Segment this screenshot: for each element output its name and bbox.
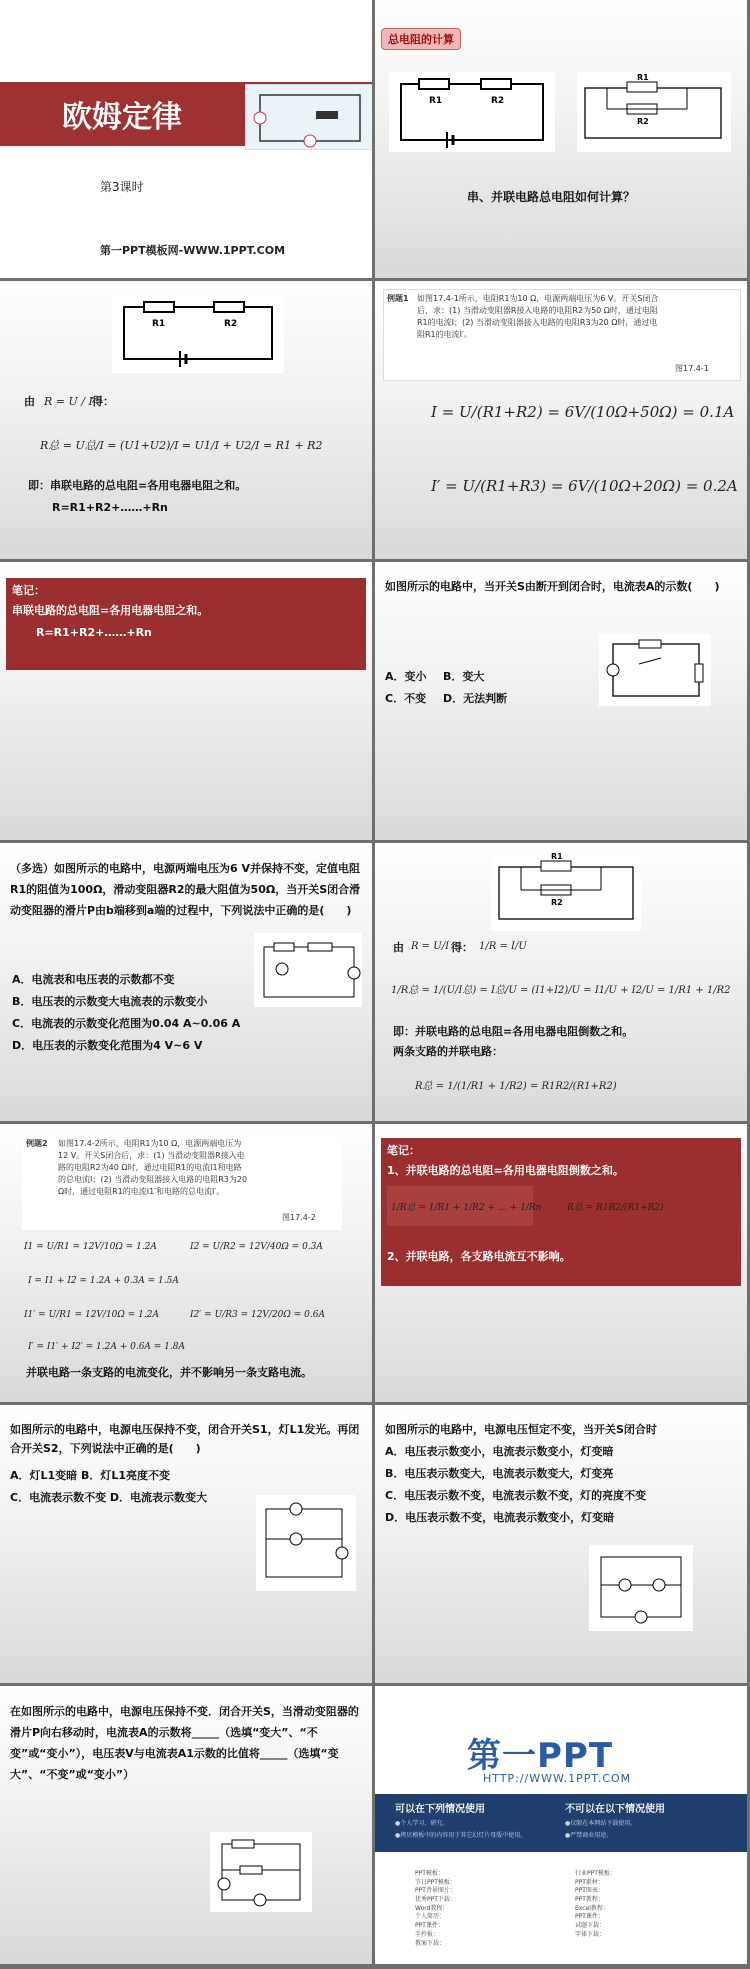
link-label[interactable]: PPT模板： <box>415 1870 444 1877</box>
question-text: 在如图所示的电路中，电源电压保持不变．闭合开关S，当滑动变阻器的滑片P向右移动时，电流表A的示数将_____（选填“变大”、“不变”或“变小”），电压表V与电流表A1示数的比值将_____（选填“变大”、“不变”或“变小”） <box>10 1705 359 1781</box>
question-text: 串、并联电路总电阻如何计算？ <box>467 190 636 204</box>
link-label[interactable]: 优秀PPT下载： <box>415 1896 456 1904</box>
example-text: 如图17.4-2所示，电阻R1为10 Ω，电源两端电压为12 V。开关S闭合后，求：(1) 当滑动变阻器R接入电路的电阻R2为40 Ω时，通过电阻R1的电流I1和电路的总电流I；(2) 当滑动变阻器接入电路的电阻R3为20 Ω时，通过电阻R1的电流I1′和电路的总电流I′。 <box>58 1139 248 1196</box>
question-text: 如图所示的电路中，电源电压恒定不变，当开关S闭合时 <box>385 1423 657 1436</box>
from-label: 由 <box>24 395 35 408</box>
slide-end <box>375 1686 747 1964</box>
formula-i-total-prime: I′ = I1′ + I2′ = 1.2A + 0.6A = 1.8A <box>28 1342 185 1352</box>
current-formula-2: I′ = U/(R1+R3) = 6V/(10Ω+20Ω) = 0.2A <box>431 477 738 495</box>
logo-url: HTTP://WWW.1PPT.COM <box>483 1772 632 1785</box>
cannot-use-2: ●严禁商业用途。 <box>565 1832 613 1839</box>
question-circuit-figure <box>254 933 362 1007</box>
figure-label: 图17.4-1 <box>675 364 709 373</box>
series-circuit-figure <box>112 293 284 373</box>
svg-text:R1: R1 <box>637 73 649 82</box>
link-label[interactable]: 个人简历： <box>415 1913 446 1921</box>
option-d: D．无法判断 <box>443 692 508 705</box>
option-c: C．电压表示数不变，电流表示数不变，灯的亮度不变 <box>385 1489 647 1502</box>
link-label[interactable]: 手抄报： <box>415 1930 440 1938</box>
slide-example-1 <box>375 281 747 559</box>
option-c: C．不变 <box>385 692 427 705</box>
formula-i2-prime: I2′ = U/R3 = 12V/20Ω = 0.6A <box>190 1310 325 1320</box>
can-use-title: 可以在下列情况使用 <box>395 1804 485 1815</box>
example-conclusion: 并联电路一条支路的电流变化，并不影响另一条支路电流。 <box>26 1366 312 1379</box>
link-label[interactable]: PPT背景图片： <box>415 1887 456 1895</box>
cannot-use-1: ●仅限在本网站下载使用。 <box>565 1820 637 1827</box>
lesson-label: 第3课时 <box>100 180 144 194</box>
series-circuit-figure <box>389 72 555 152</box>
svg-text:R1: R1 <box>152 319 166 329</box>
slide-question-voltmeter <box>375 1405 747 1683</box>
note-two-branch-formula: R总 = R1R2/(R1+R2) <box>567 1203 664 1213</box>
link-label[interactable]: Word教程： <box>415 1904 449 1912</box>
reciprocal-formula: 1/R = I/U <box>479 941 527 952</box>
note-line-2: R=R1+R2+……+Rn <box>36 626 152 639</box>
option-b: B．电压表的示数变大电流表的示数变小 <box>12 995 208 1008</box>
link-label[interactable]: 行业PPT模板： <box>575 1870 616 1877</box>
note-line-1: 串联电路的总电阻=各用电器电阻之和。 <box>12 604 209 617</box>
series-formula: R=R1+R2+……+Rn <box>52 501 168 514</box>
note-line-1: 1、并联电路的总电阻=各用电器电阻倒数之和。 <box>387 1164 624 1177</box>
cannot-use-title: 不可以在以下情况使用 <box>565 1804 665 1815</box>
question-text: （多选）如图所示的电路中，电源两端电压为6 V并保持不变，定值电阻R1的阻值为100Ω，滑动变阻器R2的最大阻值为50Ω，当开关S闭合滑动变阻器的滑片P由b端移到a端的过程中，下列说法中正确的是( ) <box>10 862 361 917</box>
link-label[interactable]: 试题下载： <box>575 1922 606 1930</box>
slide-question-multi <box>0 843 372 1121</box>
link-label[interactable]: PPT图表： <box>575 1887 604 1895</box>
question-circuit-figure <box>589 1545 693 1631</box>
link-label[interactable]: 字体下载： <box>575 1930 606 1938</box>
svg-text:R2: R2 <box>224 319 238 329</box>
parallel-circuit-figure <box>491 851 641 931</box>
slide-question-switch <box>375 562 747 840</box>
option-d: D．电压表示数不变，电流表示数变小，灯变暗 <box>385 1511 615 1524</box>
question-circuit-figure <box>256 1495 356 1591</box>
section-tag: 总电阻的计算 <box>381 28 461 50</box>
question-text: 如图所示的电路中，当开关S由断开到闭合时，电流表A的示数( ) <box>385 580 720 593</box>
formula-i1: I1 = U/R1 = 12V/10Ω = 1.2A <box>24 1242 157 1252</box>
can-use-1: ●个人学习、研究。 <box>395 1820 449 1827</box>
parallel-circuit-figure <box>577 72 731 152</box>
note-label: 笔记： <box>387 1144 420 1157</box>
series-derivation-formula: R总 = U总/I = (U1+U2)/I = U1/I + U2/I = R1 + R2 <box>40 439 323 452</box>
option-b: B．变大 <box>443 670 485 683</box>
link-label[interactable]: PPT课件： <box>415 1922 444 1930</box>
parallel-conclusion: 即：并联电路的总电阻=各用电器电阻倒数之和。 <box>393 1025 634 1038</box>
formula-i1-prime: I1′ = U/R1 = 12V/10Ω = 1.2A <box>24 1310 159 1320</box>
svg-text:R2: R2 <box>637 117 649 126</box>
footer-text: 第一PPT模板网-WWW.1PPT.COM <box>100 244 286 257</box>
slide-parallel-derivation <box>375 843 747 1121</box>
figure-label: 图17.4-2 <box>282 1213 316 1222</box>
parallel-derivation-formula: 1/R总 = 1/(U/I总) = I总/U = (I1+I2)/U = I1/U + I2/U = 1/R1 + 1/R2 <box>391 985 731 996</box>
note-line-2: 2、并联电路，各支路电流互不影响。 <box>387 1250 571 1263</box>
svg-text:R2: R2 <box>491 96 505 106</box>
link-label[interactable]: 教案下载： <box>415 1939 446 1947</box>
series-conclusion: 即：串联电路的总电阻=各用电器电阻之和。 <box>28 479 247 492</box>
current-formula-1: I = U/(R1+R2) = 6V/(10Ω+50Ω) = 0.1A <box>431 403 735 421</box>
two-branch-label: 两条支路的并联电路： <box>393 1045 503 1058</box>
can-use-2: ●拷贝模板中的内容用于其它幻灯片母版中使用。 <box>395 1832 527 1839</box>
logo-text: 第一PPT <box>467 1736 614 1776</box>
slide-title <box>0 0 372 278</box>
example-label: 例题1 <box>387 294 409 303</box>
slide-note-parallel <box>375 1124 747 1402</box>
question-text: 如图所示的电路中，电源电压保持不变，闭合开关S1，灯L1发光。再闭合开关S2，下列说法中正确的是( ) <box>10 1423 360 1455</box>
two-branch-formula: R总 = 1/(1/R1 + 1/R2) = R1R2/(R1+R2) <box>415 1081 617 1092</box>
question-circuit-figure <box>210 1832 312 1912</box>
option-a: A．电压表示数变小，电流表示数变小，灯变暗 <box>385 1445 614 1458</box>
get-label: 得： <box>451 941 473 954</box>
link-label[interactable]: Excel教程： <box>575 1904 609 1912</box>
svg-text:R2: R2 <box>551 898 563 907</box>
option-b: B．电压表示数变大，电流表示数变大，灯变亮 <box>385 1467 614 1480</box>
links-right <box>575 1870 616 1940</box>
slide-example-2 <box>0 1124 372 1402</box>
question-circuit-figure <box>599 634 711 706</box>
slide-note-series <box>0 562 372 840</box>
slide-title-text: 欧姆定律 <box>62 100 182 135</box>
link-label[interactable]: PPT课件： <box>575 1913 604 1921</box>
title-circuit-image <box>245 84 372 150</box>
slide-question-blank <box>0 1686 372 1964</box>
example-text: 如图17.4-1所示，电阻R1为10 Ω，电源两端电压为6 V。开关S闭合后，求：(1) 当滑动变阻器R接入电路的电阻R2为50 Ω时，通过电阻R1的电流I；(2) 当滑动变阻器接入电路的电阻R3为20 Ω时，通过电阻R1的电流I′。 <box>417 294 659 339</box>
note-reciprocal-formula: 1/R总 = 1/R1 + 1/R2 + … + 1/Rn <box>391 1203 542 1213</box>
slide-total-resistance <box>375 0 747 278</box>
slide-series-derivation <box>0 281 372 559</box>
ohm-formula: R = U/I <box>411 941 450 952</box>
options-ab: A．灯L1变暗 B．灯L1亮度不变 <box>10 1469 171 1482</box>
slide-question-lamp <box>0 1405 372 1683</box>
link-label[interactable]: PPT教程： <box>575 1896 604 1904</box>
formula-i2: I2 = U/R2 = 12V/40Ω = 0.3A <box>190 1242 323 1252</box>
option-c: C．电流表的示数变化范围为0.04 A~0.06 A <box>12 1017 241 1030</box>
options-cd: C．电流表示数不变 D．电流表示数变大 <box>10 1491 208 1504</box>
link-label[interactable]: PPT素材： <box>575 1878 604 1886</box>
ohm-formula: R = U / I <box>44 395 93 408</box>
option-a: A．电流表和电压表的示数都不变 <box>12 973 175 986</box>
formula-i-total: I = I1 + I2 = 1.2A + 0.3A = 1.5A <box>28 1276 179 1286</box>
note-label: 笔记： <box>12 584 45 597</box>
example-label: 例题2 <box>26 1139 48 1148</box>
svg-text:R1: R1 <box>429 96 443 106</box>
link-label[interactable]: 节日PPT模板： <box>415 1878 456 1886</box>
option-d: D．电压表的示数变化范围为4 V~6 V <box>12 1039 203 1052</box>
svg-text:R1: R1 <box>551 852 563 861</box>
from-label: 由 <box>393 941 404 954</box>
get-label: 得： <box>92 395 114 408</box>
option-a: A．变小 <box>385 670 427 683</box>
links-left <box>415 1870 456 1948</box>
